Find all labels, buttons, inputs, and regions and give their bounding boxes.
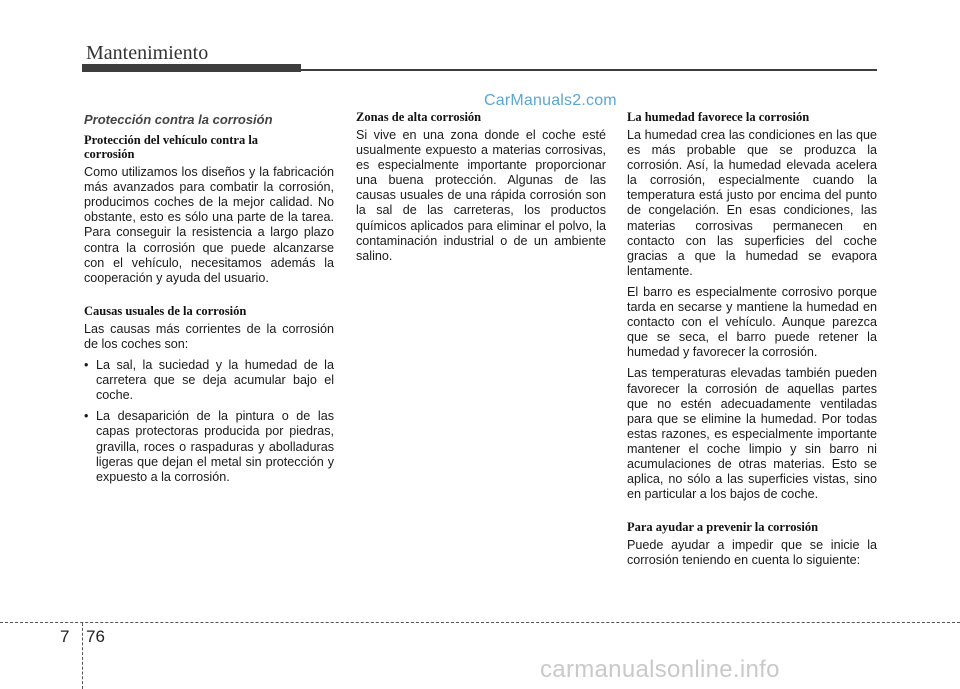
paragraph-temperatures: Las temperaturas elevadas también pueden favorecer la corrosión de aquellas partes que no estén adecuadamente ventiladas para que se elimine la humedad. Por todas estas razones, es especialmente importante mantener el coche limpio y sin barro ni acumulaciones de otras materias. Esto se aplica, no sólo a las superficies vistas, sino en particular a los bajos de coche. (627, 366, 877, 502)
paragraph-mud: El barro es especialmente corrosivo porque tarda en secarse y mantiene la humedad en contacto con el vehículo. Aunque parezca que se seca, el barro puede retener la humedad y favorecer la corrosión. (627, 284, 877, 360)
subheading-high-corrosion-zones: Zonas de alta corrosión (356, 110, 482, 124)
watermark-top: CarManuals2.com (484, 92, 617, 109)
causes-list (84, 358, 334, 485)
chapter-number: 7 (60, 627, 70, 646)
header-bar-thin (301, 69, 877, 71)
section-title: Protección contra la corrosión (84, 112, 273, 127)
subheading-humidity: La humedad favorece la corrosión (627, 110, 810, 124)
column-2 (356, 110, 606, 270)
subheading-prevent: Para ayudar a prevenir la corrosión (627, 520, 819, 535)
list-item: • La sal, la suciedad y la humedad de la carretera que se deja acumular bajo el coche. (84, 358, 334, 403)
paragraph-causes: Las causas más corrientes de la corrosión de los coches son: (84, 321, 334, 351)
watermark-bottom: carmanualsonline.info (540, 656, 780, 683)
page-header-title: Mantenimiento (86, 42, 209, 64)
subheading-vehicle-protection: Protección del vehículo contra la corrosión (84, 133, 259, 162)
paragraph-zones: Si vive en una zona donde el coche esté usualmente expuesto a materias corrosivas, es especialmente importante proporcionar una buena protección. Algunas de las causas usuales de una rápida corrosión son la sal de las carreteras, los productos químicos aplicados para eliminar el polvo, la contaminación industrial o de un ambiente salino. (356, 128, 606, 263)
header-bar-thick (82, 64, 301, 72)
column-3 (627, 110, 877, 574)
paragraph-humidity: La humedad crea las condiciones en las que es más probable que se produzca la corrosión. Así, la humedad elevada acelera la corrosión, especialmente cuando la temperatura está justo por encima del punto de congelación. En esas condiciones, las materias corrosivas permanecen en contacto con las superficies del coche gracias a que la humedad se evapora lentamente. (627, 128, 877, 278)
footer-divider (0, 622, 960, 623)
paragraph-intro: Como utilizamos los diseños y la fabricación más avanzados para combatir la corrosión, producimos coches de la mejor calidad. No obstante, esto es sólo una parte de la tarea. Para conseguir la resistencia a largo plazo contra la corrosión que puede alcanzarse con el vehículo, necesitamos además la cooperación y ayuda del usuario. (84, 165, 334, 285)
column-1 (84, 112, 334, 491)
list-item: • La desaparición de la pintura o de las capas protectoras producida por piedras, gravilla, roces o raspaduras y abolladuras ligeras que dejan el metal sin protección y expuesto a la corrosión. (84, 409, 334, 484)
subheading-usual-causes: Causas usuales de la corrosión (84, 303, 247, 318)
paragraph-prevent: Puede ayudar a impedir que se inicie la corrosión teniendo en cuenta lo siguiente: (627, 538, 877, 568)
footer-vertical-divider (82, 623, 83, 689)
page-number: 76 (86, 627, 105, 646)
